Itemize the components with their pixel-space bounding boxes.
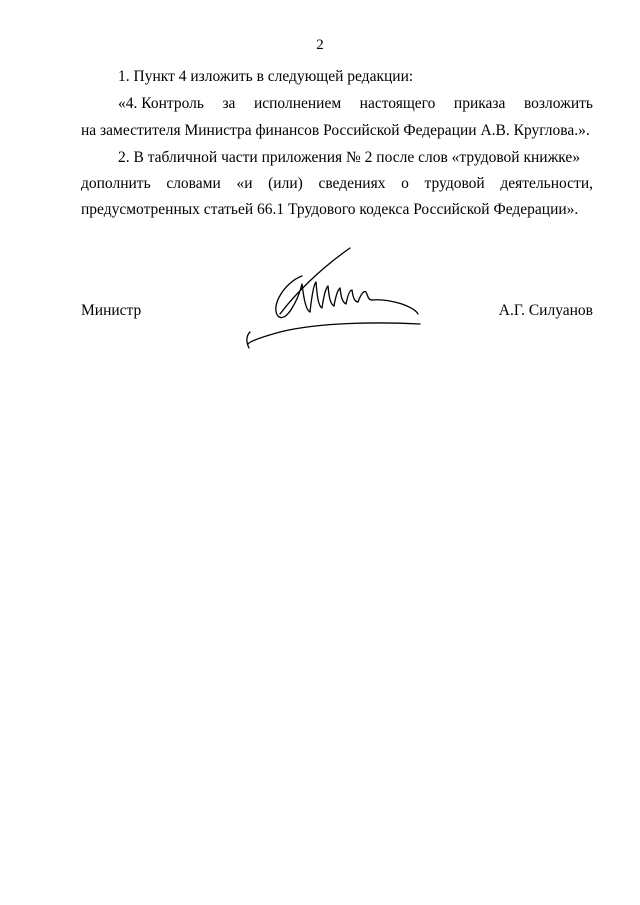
word: настоящего [359, 95, 436, 112]
paragraph-2-line-1 [118, 95, 593, 113]
signer-position: Министр [81, 302, 142, 319]
handwritten-signature [240, 244, 425, 349]
word: деятельности, [500, 175, 593, 192]
word: исполнением [253, 95, 342, 112]
word: дополнить [81, 175, 151, 192]
paragraph-3-line-1: 2. В табличной части приложения № 2 после слов «трудовой книжке» [118, 149, 581, 166]
word: приказа [453, 95, 506, 112]
word: (или) [268, 175, 303, 192]
paragraph-3-line-3: предусмотренных статьей 66.1 Трудового кодекса Российской Федерации». [81, 201, 579, 218]
paragraph-3-line-2 [81, 175, 593, 193]
word: сведениях [318, 175, 386, 192]
paragraph-2-line-2: на заместителя Министра финансов Российской Федерации А.В. Круглова.». [81, 122, 590, 139]
paragraph-1: 1. Пункт 4 изложить в следующей редакции: [118, 68, 414, 85]
word: за [222, 95, 236, 112]
word: трудовой [424, 175, 485, 192]
word: о [401, 175, 409, 192]
word: возложить [523, 95, 593, 112]
page-number: 2 [316, 37, 324, 53]
word: словами [166, 175, 221, 192]
word: «и [236, 175, 253, 192]
signer-name: А.Г. Силуанов [498, 302, 593, 319]
word: «4. Контроль [118, 95, 204, 112]
